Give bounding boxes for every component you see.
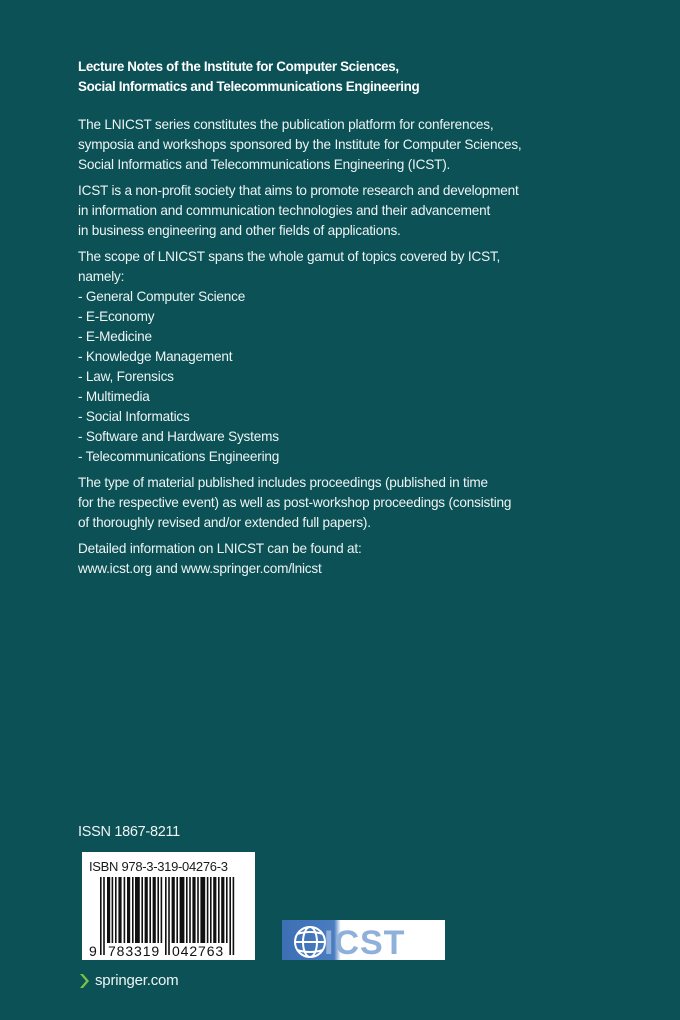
- isbn-barcode: [82, 852, 255, 960]
- text-line: The scope of LNICST spans the whole gamut of topics covered by ICST,: [78, 249, 501, 264]
- text-line: in business engineering and other fields of applications.: [78, 223, 401, 238]
- topic-item: - Social Informatics: [78, 409, 190, 424]
- series-title: [78, 57, 419, 97]
- text-line: Detailed information on LNICST can be found at:: [78, 541, 362, 556]
- text-line: of thoroughly revised and/or extended full papers).: [78, 515, 371, 530]
- barcode-digit-first: 9: [89, 943, 97, 957]
- scope-paragraph: [78, 247, 548, 287]
- icst-logo-text: ICST: [324, 924, 406, 960]
- topic-list: [78, 287, 548, 467]
- text-line: in information and communication technologies and their advancement: [78, 203, 491, 218]
- barcode-icon: [86, 877, 251, 957]
- topic-item: - E-Medicine: [78, 329, 152, 344]
- info-paragraph: [78, 539, 548, 579]
- text-line: ICST is a non-profit society that aims to promote research and development: [78, 183, 519, 198]
- icst-logo: [282, 920, 445, 960]
- text-line: namely:: [78, 269, 125, 284]
- topic-item: - Law, Forensics: [78, 369, 174, 384]
- globe-icon: [295, 927, 325, 957]
- text-line: The LNICST series constitutes the publication platform for conferences,: [78, 117, 494, 132]
- website-links[interactable]: www.icst.org and www.springer.com/lnicst: [78, 561, 322, 576]
- springer-link-text[interactable]: springer.com: [95, 972, 179, 989]
- isbn-label: ISBN 978-3-319-04276-3: [89, 859, 228, 874]
- topic-item: - General Computer Science: [78, 289, 246, 304]
- material-paragraph: [78, 473, 548, 533]
- series-title-line-1: Lecture Notes of the Institute for Computer Sciences,: [78, 59, 399, 74]
- chevron-right-icon: [79, 973, 89, 989]
- about-paragraph: [78, 181, 548, 241]
- topic-item: - Knowledge Management: [78, 349, 233, 364]
- text-line: Social Informatics and Telecommunications Engineering (ICST).: [78, 157, 451, 172]
- topic-item: - Software and Hardware Systems: [78, 429, 279, 444]
- text-line: The type of material published includes proceedings (published in time: [78, 475, 488, 490]
- barcode-digits-right: 042763: [172, 943, 225, 957]
- topic-item: - E-Economy: [78, 309, 155, 324]
- barcode-digits-left: 783319: [108, 943, 161, 957]
- topic-item: - Telecommunications Engineering: [78, 449, 280, 464]
- text-line: for the respective event) as well as post-workshop proceedings (consisting: [78, 495, 512, 510]
- issn-number: ISSN 1867-8211: [78, 824, 180, 840]
- description-body: [78, 115, 548, 579]
- springer-link[interactable]: [79, 972, 178, 989]
- text-line: symposia and workshops sponsored by the Institute for Computer Sciences,: [78, 137, 522, 152]
- intro-paragraph: [78, 115, 548, 175]
- series-title-line-2: Social Informatics and Telecommunications Engineering: [78, 79, 420, 94]
- topic-item: - Multimedia: [78, 389, 150, 404]
